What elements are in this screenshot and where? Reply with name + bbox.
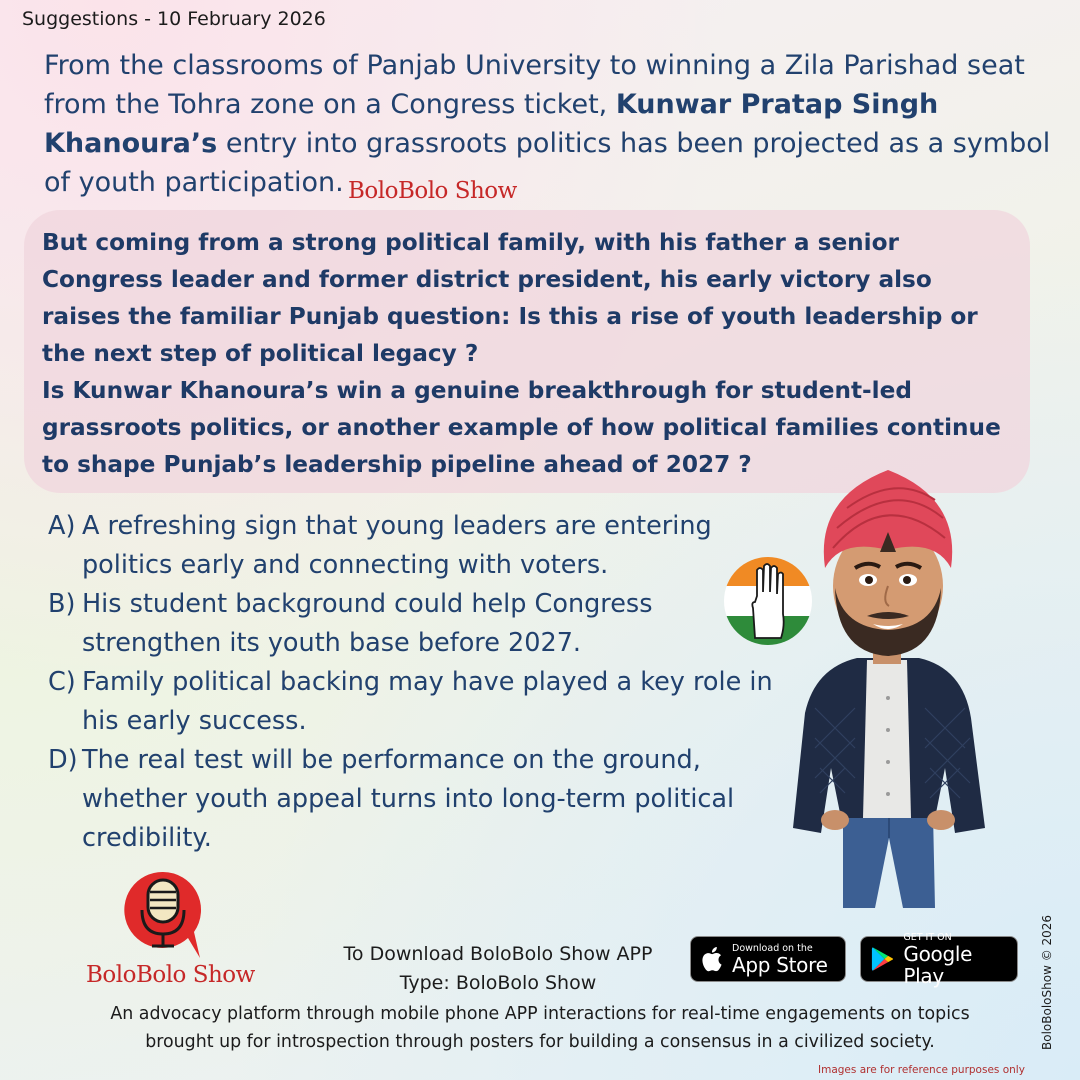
download-line-2: Type: BoloBolo Show <box>399 972 597 994</box>
option-letter: A) <box>48 511 76 541</box>
option-text: Family political backing may have played a key role in his early success. <box>82 667 773 736</box>
option-c[interactable] <box>48 663 788 741</box>
appstore-label: App Store <box>732 952 828 977</box>
app-store-badge[interactable] <box>690 936 846 982</box>
question-text <box>42 224 1017 483</box>
post-date: Suggestions - 10 February 2026 <box>22 8 326 30</box>
download-line-1: To Download BoloBolo Show APP <box>343 943 653 965</box>
intro-text-1: From the classrooms of Panjab University to winning a Zila Parishad seat from the Tohra zone on a Congress ticket, <box>44 50 1025 120</box>
copyright-vertical: BoloBoloShow © 2026 <box>1040 914 1054 1050</box>
option-a[interactable] <box>48 507 788 585</box>
option-text: A refreshing sign that young leaders are entering politics early and connecting with voters. <box>82 511 712 580</box>
gplay-caption: GET IT ON <box>903 931 952 943</box>
apple-icon <box>701 946 723 972</box>
question-paragraph-2: Is Kunwar Khanoura’s win a genuine breakthrough for student-led grassroots politics, or another example of how political families continue to shape Punjab’s leadership pipeline ahead of 2027 ? <box>42 377 1001 478</box>
options-list <box>48 507 788 858</box>
google-play-badge[interactable] <box>860 931 1018 988</box>
option-letter: B) <box>48 589 76 619</box>
microphone-icon <box>118 866 208 966</box>
brand-watermark: BoloBolo Show <box>348 178 517 204</box>
congress-hand-icon <box>723 556 813 646</box>
intro-text-2: entry into grassroots politics has been projected as a symbol of youth participation. <box>44 128 1051 198</box>
option-b[interactable] <box>48 585 788 663</box>
option-text: His student background could help Congress strengthen its youth base before 2027. <box>82 589 653 658</box>
appstore-caption: Download on the <box>732 942 813 954</box>
option-letter: D) <box>48 745 78 775</box>
gplay-label: Google Play <box>903 941 973 988</box>
option-letter: C) <box>48 667 76 697</box>
brand-name-logo: BoloBolo Show <box>86 962 255 988</box>
footer-line-1: An advocacy platform through mobile phone APP interactions for real-time engagements on topics <box>110 1004 970 1024</box>
option-d[interactable] <box>48 741 788 858</box>
avatar-illustration <box>785 468 990 913</box>
image-disclaimer: Images are for reference purposes only <box>818 1064 1025 1076</box>
footer-line-2: brought up for introspection through posters for building a consensus in a civilized society. <box>145 1032 935 1052</box>
question-paragraph-1: But coming from a strong political family, with his father a senior Congress leader and former district president, his early victory also raises the familiar Punjab question: Is this a rise of youth leadership or the next step of political legacy ? <box>42 229 978 367</box>
download-instructions <box>320 940 676 998</box>
intro-paragraph <box>44 46 1054 202</box>
intro-name: Kunwar Pratap Singh Khanoura’s <box>44 89 939 159</box>
footer-tagline <box>20 1000 1060 1056</box>
option-text: The real test will be performance on the ground, whether youth appeal turns into long-term political credibility. <box>82 745 735 853</box>
google-play-icon <box>871 945 894 973</box>
